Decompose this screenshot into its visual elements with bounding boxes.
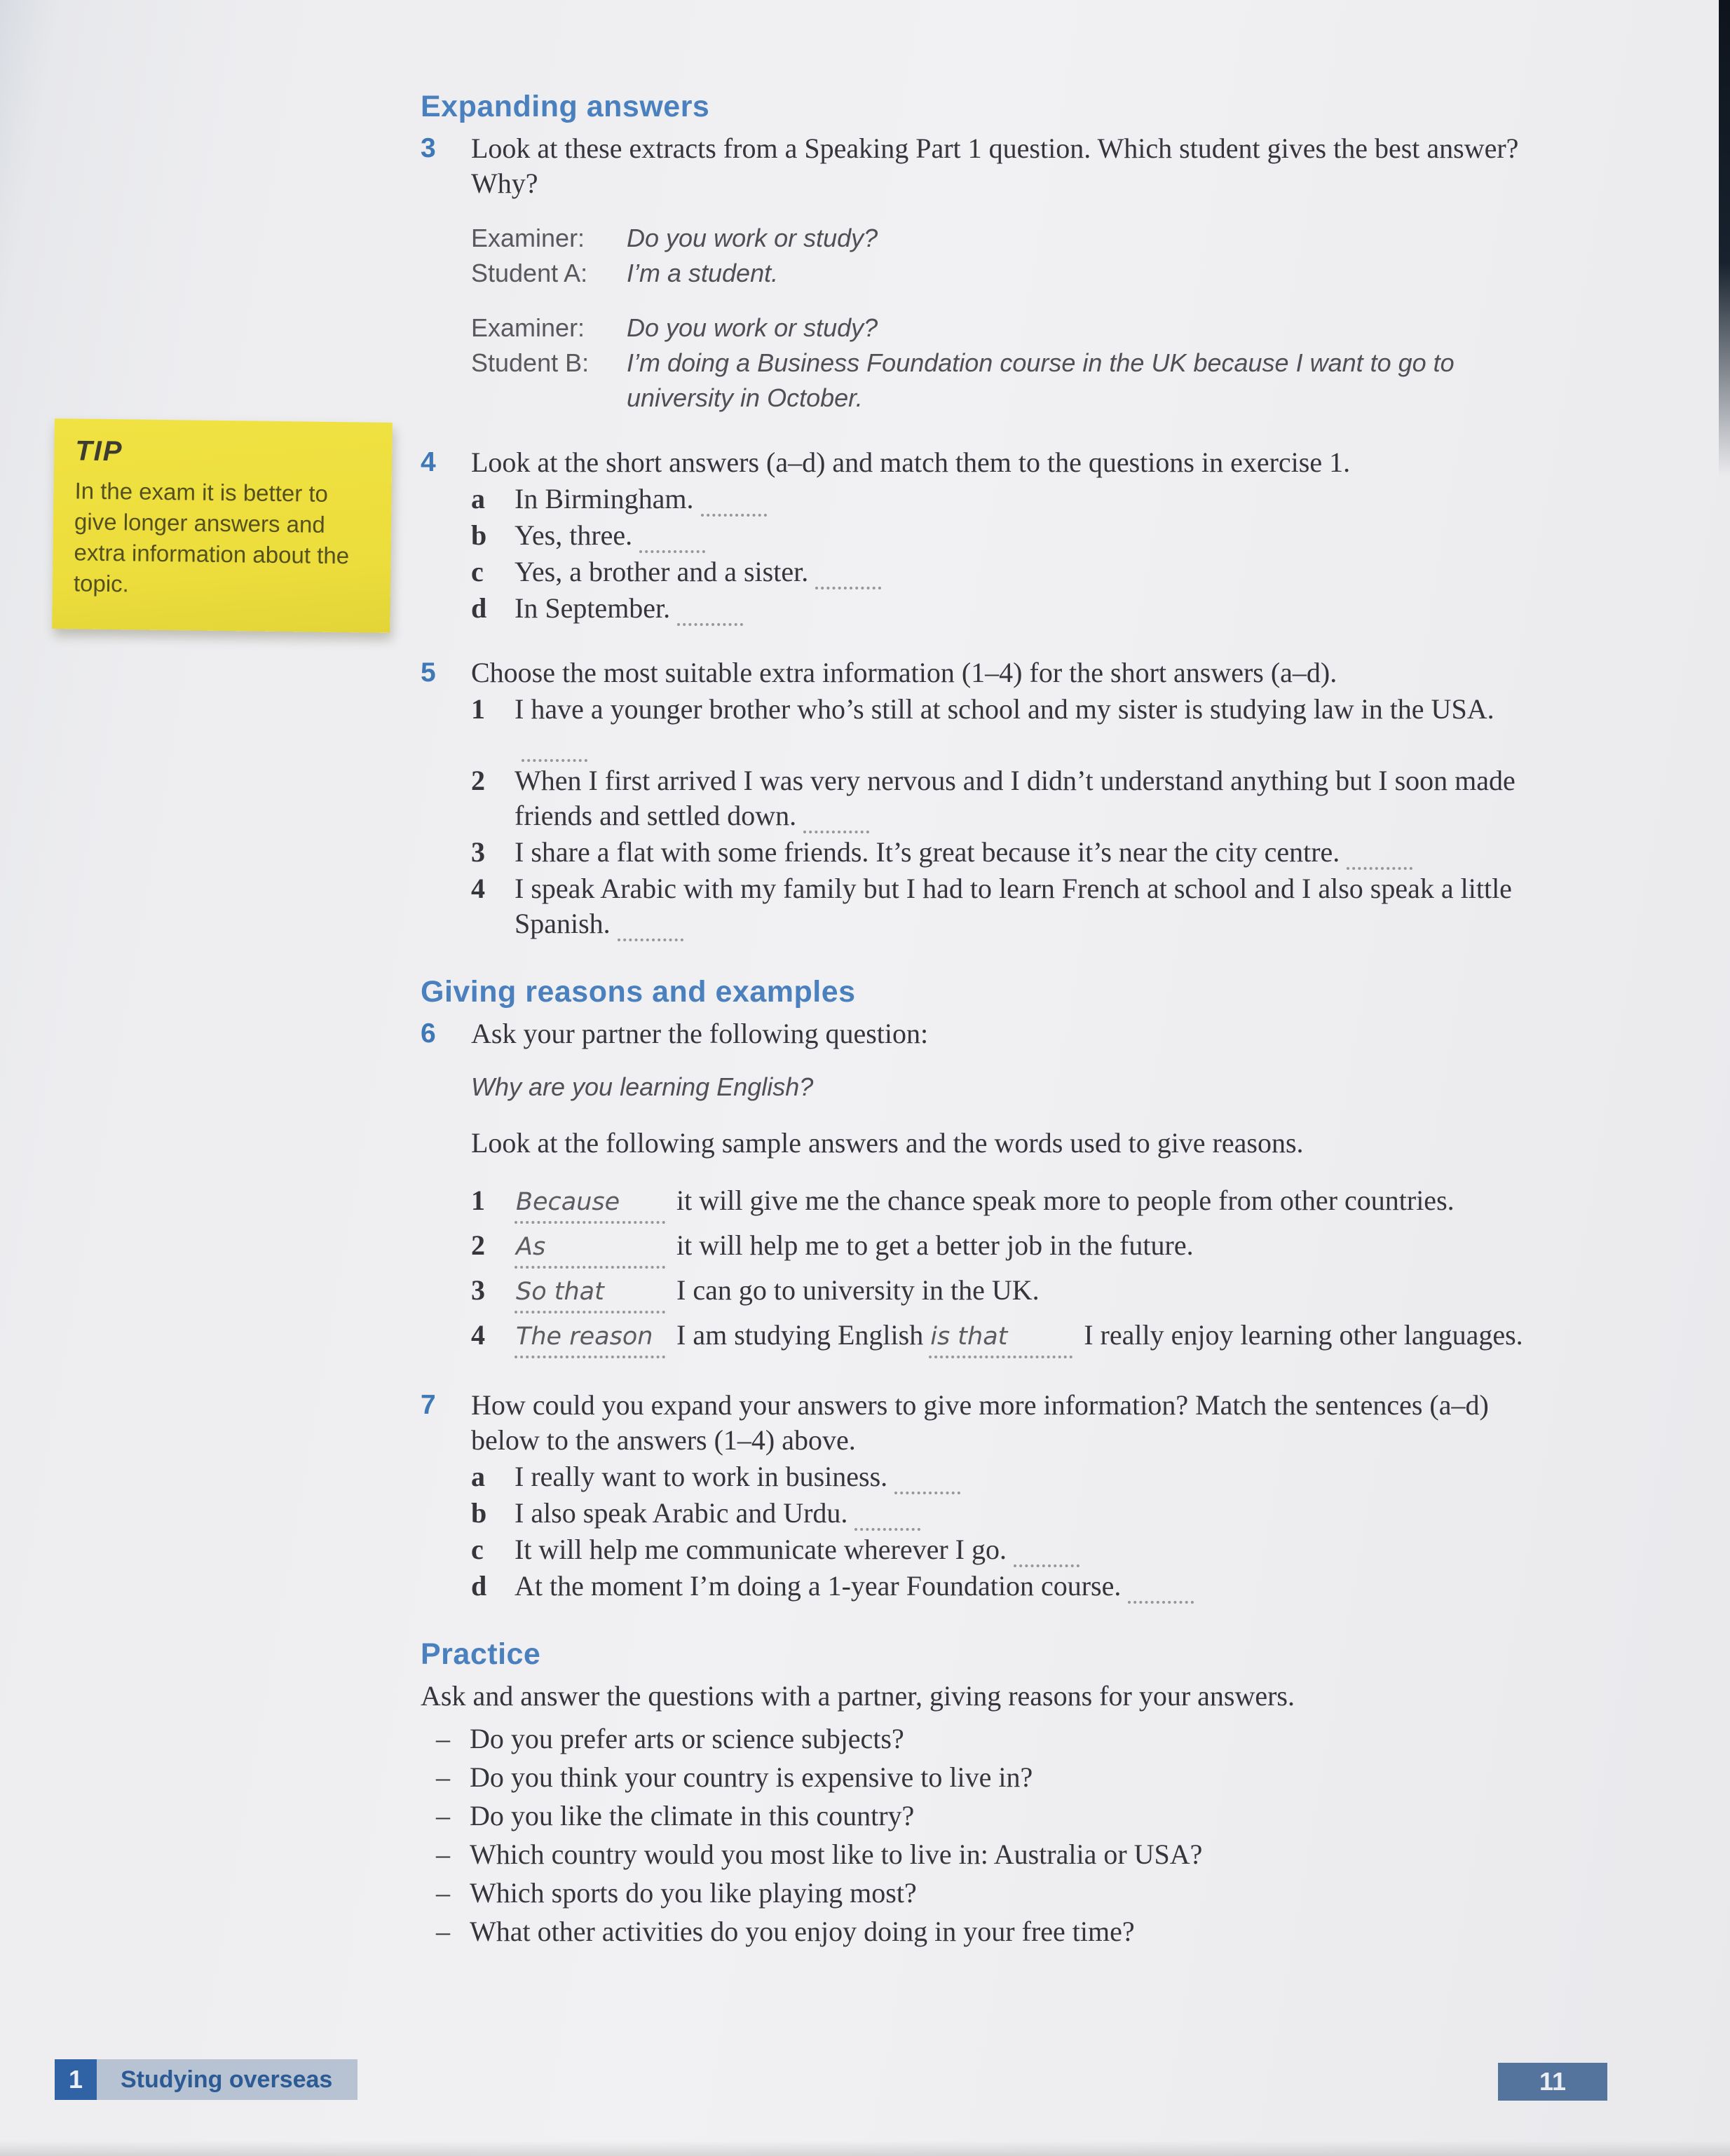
question-text: Which sports do you like playing most? bbox=[470, 1877, 917, 1909]
answer-blank bbox=[815, 577, 881, 589]
handwritten-answer: Because bbox=[515, 1185, 665, 1224]
sample-answer-item bbox=[471, 1273, 1633, 1314]
item-text-wrap bbox=[515, 835, 1566, 870]
expansion-sentence-item bbox=[471, 1532, 1633, 1567]
item-text: Yes, three. bbox=[515, 519, 633, 551]
item-text: I really want to work in business. bbox=[515, 1461, 888, 1492]
item-text-wrap bbox=[515, 1228, 1566, 1269]
question-text: Do you like the climate in this country? bbox=[470, 1800, 915, 1831]
sample-answer-item bbox=[471, 1183, 1633, 1224]
exercise-7-number: 7 bbox=[421, 1390, 436, 1420]
item-text: In September. bbox=[515, 592, 671, 624]
extra-info-item bbox=[471, 871, 1633, 941]
item-text-wrap bbox=[515, 692, 1566, 762]
dialogue-line bbox=[471, 221, 1633, 256]
exercise-4-body bbox=[471, 445, 1633, 626]
item-letter: b bbox=[471, 1497, 487, 1529]
extra-info-item bbox=[471, 763, 1633, 833]
answer-blank bbox=[639, 540, 705, 553]
exercise-4-prompt: Look at the short answers (a–d) and match them to the questions in exercise 1. bbox=[471, 446, 1351, 478]
practice-question bbox=[421, 1838, 1633, 1871]
item-text-wrap bbox=[515, 871, 1566, 941]
sample-answers-list bbox=[471, 1183, 1633, 1358]
item-text-wrap bbox=[515, 1183, 1566, 1224]
answer-blank bbox=[677, 613, 743, 626]
speech-text: Do you work or study? bbox=[627, 224, 878, 252]
question-text: What other activities do you enjoy doing in your free time? bbox=[470, 1916, 1135, 1947]
handwritten-answer: As bbox=[515, 1229, 665, 1269]
exercise-6-prompt: Ask your partner the following question: bbox=[471, 1018, 929, 1049]
short-answer-item bbox=[471, 591, 1633, 626]
item-text-wrap bbox=[515, 554, 1566, 589]
exercise-6-body bbox=[471, 1016, 1633, 1358]
exercise-6 bbox=[421, 1016, 1633, 1358]
item-text: it will give me the chance speak more to people from other countries. bbox=[676, 1185, 1455, 1216]
answer-blank bbox=[1347, 857, 1412, 870]
answer-blank bbox=[701, 504, 767, 517]
short-answer-item bbox=[471, 554, 1633, 589]
speaker-label: Examiner: bbox=[471, 224, 585, 252]
expansion-sentence-item bbox=[471, 1459, 1633, 1494]
item-number: 4 bbox=[471, 873, 485, 904]
tip-label: TIP bbox=[75, 435, 123, 468]
dialogue-line bbox=[471, 256, 1633, 291]
tip-sticky-note bbox=[52, 418, 393, 633]
practice-question bbox=[421, 1761, 1633, 1794]
speaker-label: Student A: bbox=[471, 259, 588, 287]
answer-blank bbox=[854, 1518, 920, 1531]
speech-text: Do you work or study? bbox=[627, 313, 878, 342]
section-heading-expanding-answers: Expanding answers bbox=[421, 90, 710, 123]
item-letter: d bbox=[471, 1570, 487, 1602]
item-letter: b bbox=[471, 519, 487, 551]
item-number: 2 bbox=[471, 1229, 485, 1261]
question-text: Do you think your country is expensive to live in? bbox=[470, 1761, 1033, 1793]
item-text-wrap bbox=[515, 482, 1566, 517]
scan-bottom-shadow bbox=[0, 2141, 1730, 2156]
answer-blank bbox=[803, 821, 869, 833]
item-text: It will help me communicate wherever I go. bbox=[515, 1534, 1007, 1565]
exercise-6-number: 6 bbox=[421, 1018, 436, 1049]
exercise-3-prompt: Look at these extracts from a Speaking Part 1 question. Which student gives the best answer? Why? bbox=[471, 132, 1519, 199]
item-letter: d bbox=[471, 592, 487, 624]
item-text: At the moment I’m doing a 1-year Foundation course. bbox=[515, 1570, 1122, 1602]
extra-info-list bbox=[471, 692, 1633, 941]
exercise-4 bbox=[421, 445, 1633, 626]
item-text: I share a flat with some friends. It’s great because it’s near the city centre. bbox=[515, 836, 1340, 868]
answer-blank bbox=[1128, 1591, 1194, 1604]
exercise-3-number: 3 bbox=[421, 133, 436, 163]
dash-bullet: – bbox=[436, 1761, 450, 1793]
item-text: I have a younger brother who’s still at school and my sister is studying law in the USA. bbox=[515, 693, 1494, 725]
item-text: I also speak Arabic and Urdu. bbox=[515, 1497, 848, 1529]
practice-intro: Ask and answer the questions with a partner, giving reasons for your answers. bbox=[421, 1680, 1295, 1712]
item-text-wrap bbox=[515, 763, 1566, 833]
item-text-wrap bbox=[515, 1532, 1566, 1567]
item-text: Yes, a brother and a sister. bbox=[515, 556, 809, 587]
answer-blank bbox=[522, 749, 587, 762]
item-text: it will help me to get a better job in the future. bbox=[676, 1229, 1194, 1261]
exercise-7 bbox=[421, 1388, 1633, 1604]
page-number-badge: 11 bbox=[1498, 2063, 1607, 2101]
item-letter: a bbox=[471, 1461, 485, 1492]
extra-info-item bbox=[471, 835, 1633, 870]
answer-blank bbox=[894, 1482, 960, 1494]
short-answers-list bbox=[471, 482, 1633, 626]
item-number: 1 bbox=[471, 693, 485, 725]
item-text: When I first arrived I was very nervous and I didn’t understand anything but I soon made friends and settled down. bbox=[515, 765, 1516, 831]
item-text-wrap bbox=[515, 1459, 1566, 1494]
exercise-5-number: 5 bbox=[421, 657, 436, 688]
item-text-wrap bbox=[515, 518, 1566, 553]
item-letter: a bbox=[471, 483, 485, 514]
item-text-wrap bbox=[515, 1318, 1566, 1358]
scan-page-edge bbox=[1719, 0, 1730, 477]
dash-bullet: – bbox=[436, 1877, 450, 1909]
short-answer-item bbox=[471, 482, 1633, 517]
expansion-sentence-item bbox=[471, 1569, 1633, 1604]
practice-question bbox=[421, 1915, 1633, 1949]
handwritten-answer: is that bbox=[929, 1319, 1072, 1358]
unit-number-badge: 1 bbox=[55, 2059, 97, 2100]
speaker-label: Examiner: bbox=[471, 313, 585, 342]
item-text: I am studying English bbox=[676, 1319, 924, 1351]
exercise-4-number: 4 bbox=[421, 447, 436, 477]
exercise-7-body bbox=[471, 1388, 1633, 1604]
answer-blank bbox=[1014, 1555, 1079, 1567]
exercise-5-prompt: Choose the most suitable extra information (1–4) for the short answers (a–d). bbox=[471, 657, 1337, 688]
exercise-3-body bbox=[471, 131, 1633, 416]
page-content bbox=[421, 90, 1633, 1949]
dialogue-extract-b bbox=[471, 311, 1633, 416]
item-text: In Birmingham. bbox=[515, 483, 694, 514]
speech-text: I’m a student. bbox=[627, 259, 779, 287]
item-text: I can go to university in the UK. bbox=[676, 1274, 1040, 1306]
item-text: I really enjoy learning other languages. bbox=[1084, 1319, 1523, 1351]
dash-bullet: – bbox=[436, 1838, 450, 1870]
exercise-6-note: Look at the following sample answers and the words used to give reasons. bbox=[471, 1127, 1304, 1159]
item-text-wrap bbox=[515, 591, 1566, 626]
extra-info-item bbox=[471, 692, 1633, 762]
question-text: Do you prefer arts or science subjects? bbox=[470, 1723, 904, 1754]
speaker-label: Student B: bbox=[471, 348, 590, 377]
exercise-3 bbox=[421, 131, 1633, 416]
section-heading-giving-reasons: Giving reasons and examples bbox=[421, 975, 856, 1009]
question-text: Which country would you most like to live in: Australia or USA? bbox=[470, 1838, 1203, 1870]
tip-text: In the exam it is better to give longer answers and extra information about the topic. bbox=[73, 477, 350, 597]
dash-bullet: – bbox=[436, 1916, 450, 1947]
exercise-6-question: Why are you learning English? bbox=[471, 1072, 814, 1101]
item-text-wrap bbox=[515, 1496, 1566, 1531]
item-text-wrap bbox=[515, 1569, 1566, 1604]
sample-answer-item bbox=[471, 1318, 1633, 1358]
practice-question bbox=[421, 1722, 1633, 1756]
exercise-5 bbox=[421, 655, 1633, 941]
item-text-wrap bbox=[515, 1273, 1566, 1314]
exercise-5-body bbox=[471, 655, 1633, 941]
item-letter: c bbox=[471, 1534, 484, 1565]
unit-tab bbox=[55, 2059, 357, 2100]
unit-title: Studying overseas bbox=[97, 2059, 357, 2100]
sample-answer-item bbox=[471, 1228, 1633, 1269]
speech-text: I’m doing a Business Foundation course in the UK because I want to go to university in October. bbox=[627, 348, 1455, 412]
exercise-7-prompt: How could you expand your answers to give more information? Match the sentences (a–d) below to the answers (1–4) above. bbox=[471, 1389, 1489, 1456]
handwritten-answer: So that bbox=[515, 1274, 665, 1314]
item-number: 3 bbox=[471, 1274, 485, 1306]
item-number: 3 bbox=[471, 836, 485, 868]
item-number: 1 bbox=[471, 1185, 485, 1216]
item-number: 2 bbox=[471, 765, 485, 796]
practice-question bbox=[421, 1799, 1633, 1833]
dialogue-extract-a bbox=[471, 221, 1633, 291]
handwritten-answer: The reason bbox=[515, 1319, 665, 1358]
expansion-sentences-list bbox=[471, 1459, 1633, 1604]
item-letter: c bbox=[471, 556, 484, 587]
practice-questions-list bbox=[421, 1722, 1633, 1949]
practice-question bbox=[421, 1876, 1633, 1910]
dialogue-line bbox=[471, 311, 1633, 346]
dialogue-line bbox=[471, 346, 1633, 416]
short-answer-item bbox=[471, 518, 1633, 553]
answer-blank bbox=[618, 929, 683, 941]
section-heading-practice: Practice bbox=[421, 1637, 541, 1671]
expansion-sentence-item bbox=[471, 1496, 1633, 1531]
dash-bullet: – bbox=[436, 1723, 450, 1754]
item-number: 4 bbox=[471, 1319, 485, 1351]
item-text: I speak Arabic with my family but I had to learn French at school and I also speak a little Spanish. bbox=[515, 873, 1512, 939]
dash-bullet: – bbox=[436, 1800, 450, 1831]
